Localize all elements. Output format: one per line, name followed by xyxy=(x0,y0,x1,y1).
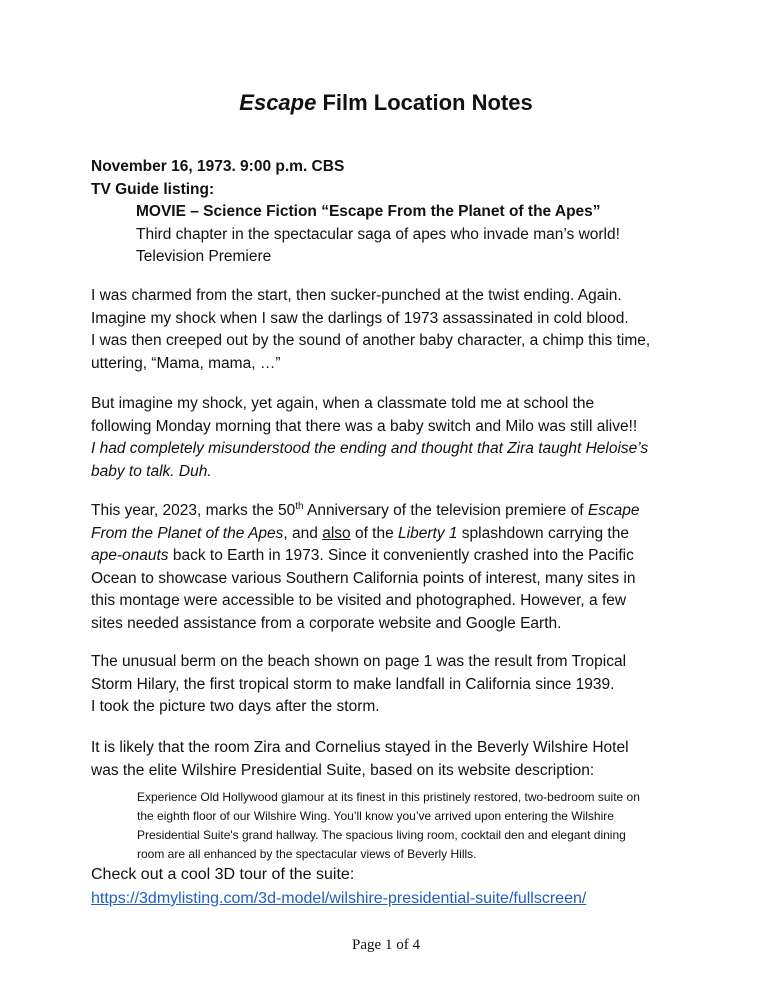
title-italic: Escape xyxy=(239,90,317,115)
para2-italic-line1: I had completely misunderstood the ending and thought that Zira taught Heloise’s xyxy=(91,440,649,457)
para3-line6: sites needed assistance from a corporate website and Google Earth. xyxy=(91,614,562,632)
tour-link[interactable]: https://3dmylisting.com/3d-model/wilshire-presidential-suite/fullscreen/ xyxy=(91,890,587,907)
premiere-line: Television Premiere xyxy=(136,248,272,265)
paragraph-1 xyxy=(91,285,691,375)
broadcast-info xyxy=(91,156,691,269)
para5-line2: was the elite Wilshire Presidential Suite, based on its website description: xyxy=(91,761,595,779)
para3-line1: This year, 2023, marks the 50th Anniversary of the television premiere of Escape xyxy=(91,500,640,519)
para2-italic-line2: baby to talk. Duh. xyxy=(91,462,212,480)
paragraph-5 xyxy=(91,737,691,782)
para5-line1: It is likely that the room Zira and Cornelius stayed in the Beverly Wilshire Hotel xyxy=(91,739,629,756)
movie-line: MOVIE – Science Fiction “Escape From the Planet of the Apes” xyxy=(136,203,601,220)
broadcast-date: November 16, 1973. 9:00 p.m. CBS xyxy=(91,158,345,175)
page-title xyxy=(0,90,772,116)
page-number: Page 1 of 4 xyxy=(352,937,420,953)
quote-line4: room are all enhanced by the spectacular views of Beverly Hills. xyxy=(137,847,477,861)
para2-line2: following Monday morning that there was a baby switch and Milo was still alive!! xyxy=(91,417,638,435)
para1-line2: Imagine my shock when I saw the darlings of 1973 assassinated in cold blood. xyxy=(91,309,629,327)
tv-guide-label: TV Guide listing: xyxy=(91,180,215,198)
para4-line2: Storm Hilary, the first tropical storm to make landfall in California since 1939. xyxy=(91,675,615,693)
para1-line4: uttering, “Mama, mama, …” xyxy=(91,354,281,372)
para3-line4: Ocean to showcase various Southern California points of interest, many sites in xyxy=(91,569,636,587)
tour-section xyxy=(91,863,691,911)
movie-description: Third chapter in the spectacular saga of apes who invade man’s world! xyxy=(136,225,620,243)
para4-line3: I took the picture two days after the storm. xyxy=(91,698,380,715)
paragraph-2 xyxy=(91,393,691,483)
para3-line2: From the Planet of the Apes, and also of the Liberty 1 splashdown carrying the xyxy=(91,524,629,542)
suite-description-quote xyxy=(137,788,682,864)
paragraph-3 xyxy=(91,500,691,635)
quote-line3: Presidential Suite's grand hallway. The spacious living room, cocktail den and elegant dining xyxy=(137,828,626,842)
para2-line1: But imagine my shock, yet again, when a classmate told me at school the xyxy=(91,395,595,412)
para1-line3: I was then creeped out by the sound of another baby character, a chimp this time, xyxy=(91,332,651,349)
para1-line1: I was charmed from the start, then sucker-punched at the twist ending. Again. xyxy=(91,287,622,304)
paragraph-4 xyxy=(91,651,691,719)
para3-line3: ape-onauts back to Earth in 1973. Since it conveniently crashed into the Pacific xyxy=(91,547,634,564)
quote-line2: the eighth floor of our Wilshire Wing. You’ll know you’ve arrived upon entering the Wilshire xyxy=(137,809,614,823)
para3-line5: this montage were accessible to be visited and photographed. However, a few xyxy=(91,592,627,609)
tour-label: Check out a cool 3D tour of the suite: xyxy=(91,866,355,883)
title-rest: Film Location Notes xyxy=(316,90,533,115)
para4-line1: The unusual berm on the beach shown on page 1 was the result from Tropical xyxy=(91,653,627,670)
quote-line1: Experience Old Hollywood glamour at its finest in this pristinely restored, two-bedroom suite on xyxy=(137,790,640,804)
